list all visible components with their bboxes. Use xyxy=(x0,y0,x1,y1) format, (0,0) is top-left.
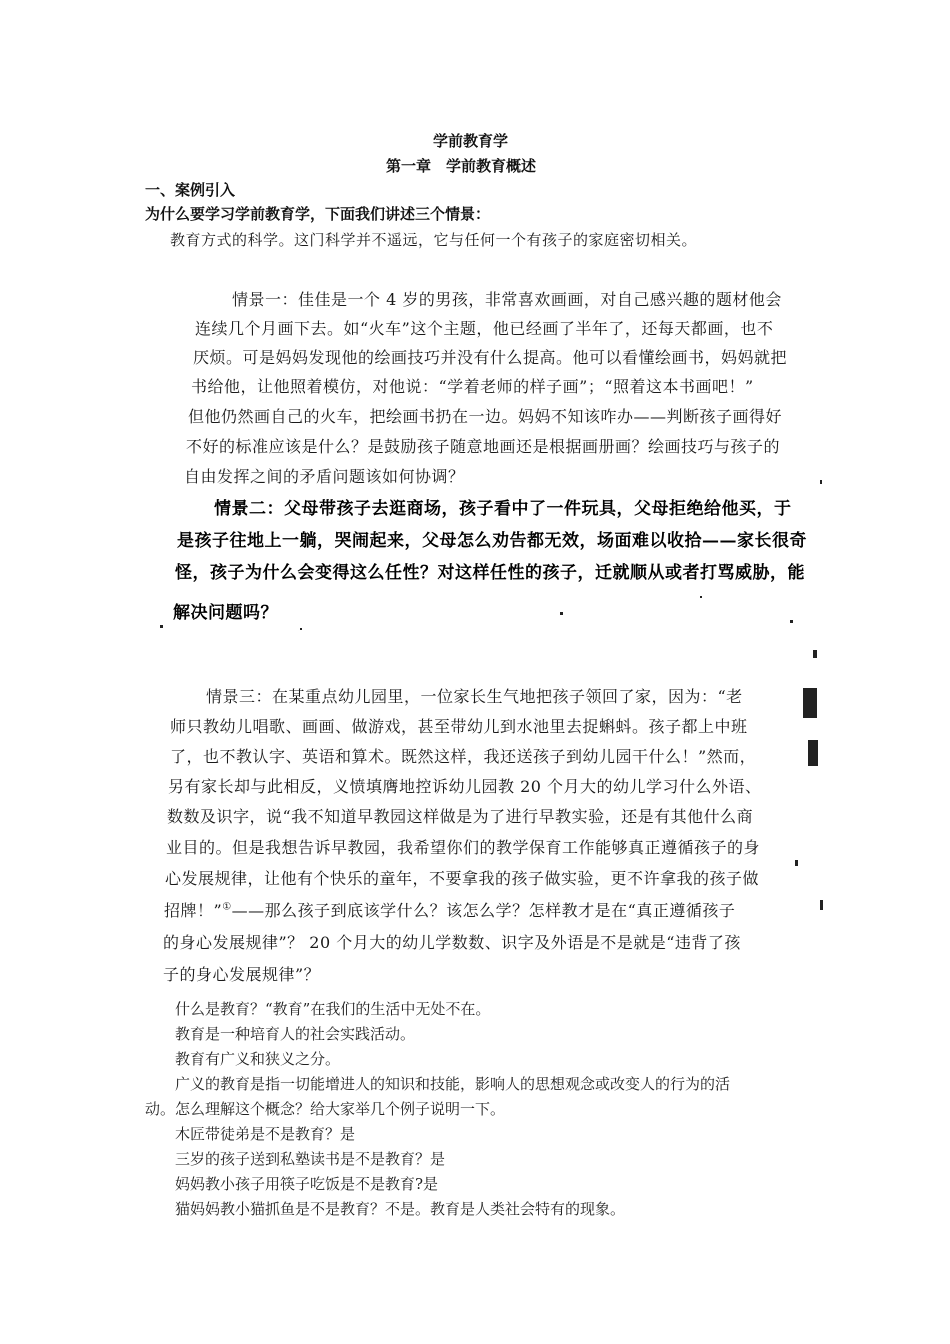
scan-speck xyxy=(700,596,702,598)
chapter-title: 第一章 学前教育概述 xyxy=(386,157,537,175)
scenario1-line: 情景一：佳佳是一个 4 岁的男孩，非常喜欢画画，对自己感兴趣的题材他会 xyxy=(232,290,782,309)
scenario2-line: 是孩子往地上一躺，哭闹起来，父母怎么劝告都无效，场面难以收拾——家长很奇 xyxy=(177,531,807,551)
body-line: 猫妈妈教小猫抓鱼是不是教育？不是。教育是人类社会特有的现象。 xyxy=(175,1200,626,1218)
footnote-marker: ① xyxy=(222,901,232,913)
scenario1-line: 不好的标准应该是什么？是鼓励孩子随意地画还是根据画册画？绘画技巧与孩子的 xyxy=(186,437,781,456)
scan-speck xyxy=(790,620,793,623)
body-line: 教育有广义和狭义之分。 xyxy=(175,1050,341,1068)
scenario3-line: 子的身心发展规律”？ xyxy=(163,965,321,984)
scenario1-line: 但他仍然画自己的火车，把绘画书扔在一边。妈妈不知该咋办——判断孩子画得好 xyxy=(188,407,783,426)
scenario3-text: ——那么孩子到底该学什么？该怎么学？怎样教才是在“真正遵循孩子 xyxy=(231,901,736,920)
scenario3-line: 师只教幼儿唱歌、画画、做游戏，甚至带幼儿到水池里去捉蝌蚪。孩子都上中班 xyxy=(170,717,748,736)
scan-header-line: 教育方式的科学。这门科学并不遥远，它与任何一个有孩子的家庭密切相关。 xyxy=(170,231,698,249)
scenario3-line: 了，也不教认字、英语和算术。既然这样，我还送孩子到幼儿园干什么！”然而， xyxy=(170,747,757,766)
scenario3-line: 业目的。但是我想告诉早教园，我希望你们的教学保育工作能够真正遵循孩子的身 xyxy=(166,838,761,857)
intro-line: 为什么要学习学前教育学，下面我们讲述三个情景： xyxy=(145,205,491,223)
scan-speck xyxy=(795,860,798,866)
scan-speck xyxy=(160,625,163,628)
body-line: 动。怎么理解这个概念？给大家举几个例子说明一下。 xyxy=(145,1100,506,1118)
section-heading: 一、案例引入 xyxy=(145,181,236,199)
body-line: 教育是一种培育人的社会实践活动。 xyxy=(175,1025,416,1043)
body-line: 妈妈教小孩子用筷子吃饭是不是教育?是 xyxy=(175,1175,439,1193)
scenario3-line-with-footnote xyxy=(164,898,735,921)
scan-speck xyxy=(813,650,817,658)
scan-speck xyxy=(300,628,302,630)
body-line: 三岁的孩子送到私塾读书是不是教育？是 xyxy=(175,1150,446,1168)
scenario2-line: 解决问题吗？ xyxy=(173,603,278,623)
scenario3-line: 心发展规律，让他有个快乐的童年，不要拿我的孩子做实验，更不许拿我的孩子做 xyxy=(165,869,760,888)
scenario1-line: 书给他，让他照着模仿，对他说：“学着老师的样子画”；“照着这本书画吧！” xyxy=(191,377,754,396)
scan-speck xyxy=(820,900,823,910)
body-line: 木匠带徒弟是不是教育？是 xyxy=(175,1125,356,1143)
scenario3-line: 数数及识字，说“我不知道早教园这样做是为了进行早教实验，还是有其他什么商 xyxy=(167,807,754,826)
doc-title: 学前教育学 xyxy=(433,132,509,150)
scenario2-line: 怪，孩子为什么会变得这么任性？对这样任性的孩子，迁就顺从或者打骂威胁，能 xyxy=(175,563,805,583)
scenario3-line: 的身心发展规律”？ 20 个月大的幼儿学数数、识字及外语是不是就是“违背了孩 xyxy=(163,933,741,952)
body-line: 广义的教育是指一切能增进人的知识和技能，影响人的思想观念或改变人的行为的活 xyxy=(175,1075,731,1093)
scenario1-line: 自由发挥之间的矛盾问题该如何协调？ xyxy=(184,467,465,486)
scenario2-line: 情景二：父母带孩子去逛商场，孩子看中了一件玩具，父母拒绝给他买，于 xyxy=(214,499,792,519)
scenario1-line: 连续几个月画下去。如“火车”这个主题，他已经画了半年了，还每天都画，也不 xyxy=(195,319,774,338)
scenario1-line: 厌烦。可是妈妈发现他的绘画技巧并没有什么提高。他可以看懂绘画书，妈妈就把 xyxy=(193,348,788,367)
scan-speck xyxy=(820,480,822,484)
scan-speck xyxy=(808,740,818,766)
scan-speck xyxy=(803,688,817,718)
scenario3-line: 情景三：在某重点幼儿园里，一位家长生气地把孩子领回了家，因为：“老 xyxy=(206,687,743,706)
scan-speck xyxy=(560,612,563,615)
body-line: 什么是教育？“教育”在我们的生活中无处不在。 xyxy=(175,1000,491,1018)
scenario3-text: 招牌！” xyxy=(164,901,223,920)
scenario3-line: 另有家长却与此相反，义愤填膺地控诉幼儿园教 20 个月大的幼儿学习什么外语、 xyxy=(168,777,762,796)
